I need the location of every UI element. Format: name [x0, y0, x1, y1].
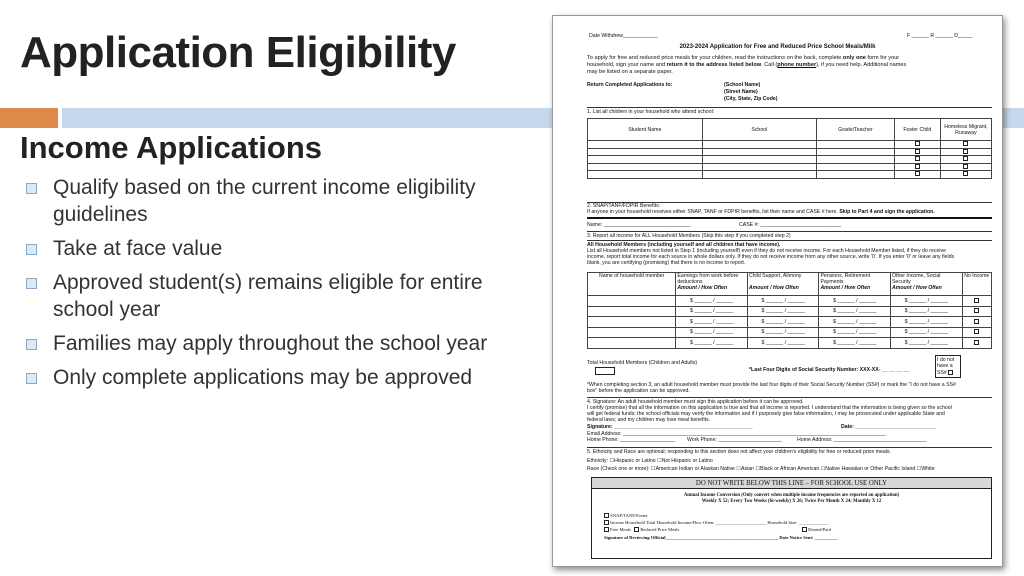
col-pensions: Pensions, Retirement Payments: [820, 273, 871, 285]
col-foster: Foster Child: [894, 119, 940, 141]
bullet-item: [20, 235, 510, 262]
work-phone-line: Work Phone: ______________________: [687, 437, 782, 443]
office-codes: F ______ R ______ D_____: [907, 33, 973, 39]
school-use-header: DO NOT WRITE BELOW THIS LINE – FOR SCHOOL USE ONLY: [592, 478, 991, 489]
intro-line-1: To apply for free and reduced price meals for your children, read the instructions on the back, complete only one form for your: [587, 55, 900, 61]
total-members-label: Total Household Members (Children and Adults): [587, 360, 698, 366]
bullet-square-icon: [26, 373, 37, 384]
bullet-item: [20, 174, 510, 228]
bullet-square-icon: [26, 278, 37, 289]
col-member: Name of household member: [588, 273, 676, 296]
section-4-line-3: federal laws; and my children may lose meal benefits.: [587, 417, 711, 423]
col-homeless: Homeless Migrant, Runaway: [940, 119, 991, 141]
bullet-item: [20, 364, 510, 391]
su-free: Free Meals Reduced Price Meals: [604, 527, 679, 533]
accent-band-orange: [0, 108, 58, 128]
ssn-label: *Last Four Digits of Social Security Number: XXX-XX- __ __ __ __: [749, 367, 910, 373]
bullet-text: Take at face value: [53, 237, 223, 260]
col-school: School: [702, 119, 817, 141]
no-ssn-box: I do not have a SS#: [935, 355, 961, 378]
su-signature: Signature of Reviewing Official_________________________________________________ Date Notice Sent: __________: [604, 535, 838, 540]
email-line: Email Address: ___________________________________________________________________________________________: [587, 431, 886, 437]
application-form-image: [552, 15, 1003, 567]
return-street: (Street Name): [724, 89, 758, 95]
section-3-line-1: List all Household members not listed in Step 1 (including yourself) even if they do not receive income. For each Household Member listed, if they do receive: [587, 248, 946, 254]
signature-line: Signature: ________________________________________________: [587, 424, 753, 430]
section-2-text: If anyone in your household receives either SNAP, TANF or FDPIR benefits, list their name and CASE # here. Skip to Part 4 and sign the application.: [587, 209, 935, 215]
income-table: Name of household member Earnings from work before deductions Amount / How Often Child Support, Alimony Amount / How Often Pensions, Retirement Payments Amount / How Often Other Income, Social Security Amount / How Often No Income $ ______ / ______ $ ______ / ______ $ ______ / ______ $ ______ / ______ $ ______ / ______ $ ______ / ______ $ ______ / ______ $ ______ / ______ $ ______ / ______ $ ______ / ______ $ ______ / ______ $ ______ / ______ $ ______ / ______ $ ______ / ______ $ ______ / ______ $ ______ / ______ $ ______ / ______ $ ______ / ______ $ ______ / ______ $ ______ / ______: [587, 272, 992, 349]
su-snap: SNAP/TANF/Foster: [604, 513, 648, 519]
form-title: 2023-2024 Application for Free and Reduced Price School Meals/Milk: [679, 44, 876, 50]
bullet-list: [20, 174, 510, 398]
section-4-line-2: will get federal funds; the school officials may verify the information and if I purposely give false information, I may be prosecuted under applicable State and: [587, 411, 945, 417]
section-3-note-b: box" before the application can be approved.: [587, 388, 690, 394]
col-grade: Grade/Teacher: [817, 119, 895, 141]
home-phone-line: Home Phone: ___________________: [587, 437, 675, 443]
conversion-title: Annual Income Conversion (Only convert when multiple income frequencies are reported on application): [683, 493, 900, 498]
name-field: Name: ______________________________: [587, 222, 691, 228]
return-city: (City, State, Zip Code): [724, 96, 778, 102]
section-4-title: 4. Signature: An adult household member must sign this application before it can be approved.: [587, 399, 804, 405]
su-income: Income Household Total Household Income/How Often: ______________________ Household Size: _____________: [604, 520, 829, 526]
bullet-item: [20, 330, 510, 357]
school-use-box: [591, 477, 992, 559]
section-3-note-a: *When completing section 3, an adult household member must provide the last four digits of their Social Security Number (SS#) or mark the "I do not have a SS#: [587, 382, 956, 388]
su-denied: Denied/Paid: [802, 527, 831, 533]
section-5-title: 5. Ethnicity and Race are optional; responding to this section does not affect your children's eligibility for free or reduced price meals.: [587, 449, 891, 455]
col-child-support: Child Support, Alimony: [748, 273, 802, 279]
date-withdrew: Date Withdrew____________: [589, 33, 658, 39]
bullet-text: Qualify based on the current income eligibility guidelines: [53, 176, 476, 226]
return-school: (School Name): [724, 82, 761, 88]
section-3-line-2: income, report total income for each source in whole dollars only. If they do not receive income from any other source, write '0'. If you enter '0' or leave any fields: [587, 254, 955, 260]
section-3-line-3: blank, you are certifying (promising) that there is no income to report.: [587, 260, 746, 266]
section-3-title: 3. Report all income for ALL Household Members (Skip this step if you completed step 2): [587, 233, 791, 239]
total-members-box: [595, 367, 615, 375]
ethnicity-line: Ethnicity: ☐Hispanic or Latino ☐Not Hispanic or Latino: [587, 458, 713, 464]
children-table: [587, 118, 992, 179]
bullet-square-icon: [26, 339, 37, 350]
case-field: CASE #: ____________________________: [739, 222, 842, 228]
intro-line-2: household, sign your name and return it to the address listed below. Call (phone number), if you need help. Additional names: [587, 62, 907, 68]
col-other-income: Other Income, Social Security: [891, 273, 941, 285]
slide-title: Application Eligibility: [20, 28, 456, 77]
bullet-text: Families may apply throughout the school year: [53, 332, 488, 355]
bullet-text: Approved student(s) remains eligible for entire school year: [53, 271, 483, 321]
section-1-label: 1. List all children in your household who attend school:: [587, 109, 715, 115]
signature-date: Date: ____________________________: [841, 424, 937, 430]
home-address-line: Home Address: ________________________________: [797, 437, 927, 443]
bullet-item: [20, 269, 510, 323]
intro-line-3: may be listed on a separate paper.: [587, 69, 673, 75]
col-student-name: Student Name: [588, 119, 703, 141]
bullet-square-icon: [26, 183, 37, 194]
section-2-title: 2. SNAP/TANF/FDPIR Benefits:: [587, 203, 661, 209]
race-line: Race (Check one or more): ☐American Indian or Alaskan Native ☐Asian ☐Black or African American ☐Native Hawaiian or Other Pacific Island ☐White: [587, 466, 935, 472]
col-no-income: No Income: [962, 273, 992, 296]
bullet-square-icon: [26, 244, 37, 255]
bullet-text: Only complete applications may be approved: [53, 366, 473, 389]
section-3-bold: All Household Members (including yourself and all children that have income).: [587, 242, 781, 248]
section-4-line-1: I certify (promise) that all the information on this application is true and that all income is reported. I understand that the information is being given so the school: [587, 405, 952, 411]
slide-subtitle: Income Applications: [20, 130, 323, 165]
return-label: Return Completed Applications to:: [587, 82, 673, 88]
conversion-sub: Weekly X 52; Every Two Weeks (bi-weekly) X 26; Twice Per Month X 24; Monthly X 12: [701, 499, 882, 504]
col-earnings: Earnings from work before deductions: [677, 273, 739, 285]
